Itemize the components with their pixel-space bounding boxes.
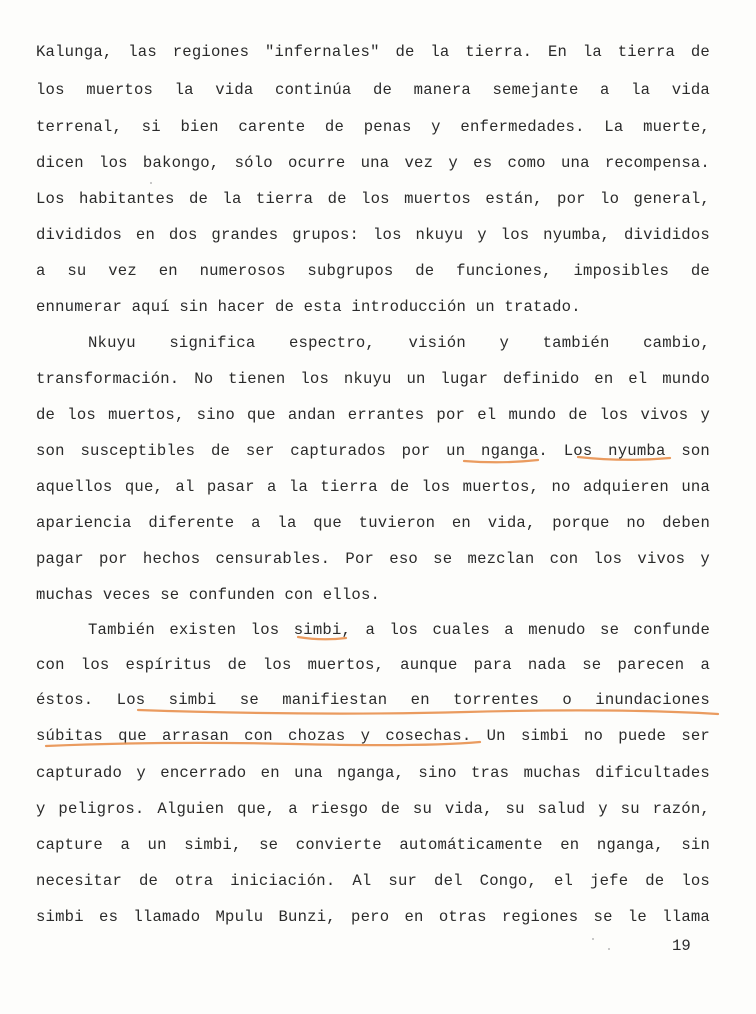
- text-line-18: con los espíritus de los muertos, aunque para nada se parecen a: [36, 656, 710, 674]
- text-line-24: necesitar de otra iniciación. Al sur del Congo, el jefe de los: [36, 872, 710, 890]
- scan-speck: [608, 948, 610, 950]
- text-line-5: Los habitantes de la tierra de los muertos están, por lo general,: [36, 190, 710, 208]
- text-line-10: transformación. No tienen los nkuyu un lugar definido en el mundo: [36, 370, 710, 388]
- text-line-15: pagar por hechos censurables. Por eso se mezclan con los vivos y: [36, 550, 710, 568]
- text-line-17: También existen los simbi, a los cuales a menudo se confunde: [88, 621, 710, 639]
- text-line-6: divididos en dos grandes grupos: los nkuyu y los nyumba, divididos: [36, 226, 710, 244]
- text-line-8: ennumerar aquí sin hacer de esta introducción un tratado.: [36, 298, 581, 316]
- scan-speck: [592, 938, 594, 940]
- scan-speck: [150, 182, 152, 184]
- page-number: 19: [672, 937, 691, 955]
- text-line-2: los muertos la vida continúa de manera semejante a la vida: [36, 81, 710, 99]
- text-line-12: son susceptibles de ser capturados por un nganga. Los nyumba son: [36, 442, 710, 460]
- text-line-9: Nkuyu significa espectro, visión y también cambio,: [88, 334, 710, 352]
- text-line-13: aquellos que, al pasar a la tierra de los muertos, no adquieren una: [36, 478, 710, 496]
- text-line-19: éstos. Los simbi se manifiestan en torrentes o inundaciones: [36, 691, 710, 709]
- text-line-25: simbi es llamado Mpulu Bunzi, pero en otras regiones se le llama: [36, 908, 710, 926]
- text-line-1: Kalunga, las regiones "infernales" de la tierra. En la tierra de: [36, 43, 710, 61]
- text-line-20: súbitas que arrasan con chozas y cosechas. Un simbi no puede ser: [36, 727, 710, 745]
- text-line-4: dicen los bakongo, sólo ocurre una vez y es como una recompensa.: [36, 154, 710, 172]
- text-line-14: apariencia diferente a la que tuvieron en vida, porque no deben: [36, 514, 710, 532]
- text-line-16: muchas veces se confunden con ellos.: [36, 586, 381, 604]
- text-line-11: de los muertos, sino que andan errantes por el mundo de los vivos y: [36, 406, 710, 424]
- text-line-22: y peligros. Alguien que, a riesgo de su vida, su salud y su razón,: [36, 800, 710, 818]
- text-line-7: a su vez en numerosos subgrupos de funciones, imposibles de: [36, 262, 710, 280]
- text-line-23: capture a un simbi, se convierte automáticamente en nganga, sin: [36, 836, 710, 854]
- text-line-21: capturado y encerrado en una nganga, sino tras muchas dificultades: [36, 764, 710, 782]
- text-line-3: terrenal, si bien carente de penas y enfermedades. La muerte,: [36, 118, 710, 136]
